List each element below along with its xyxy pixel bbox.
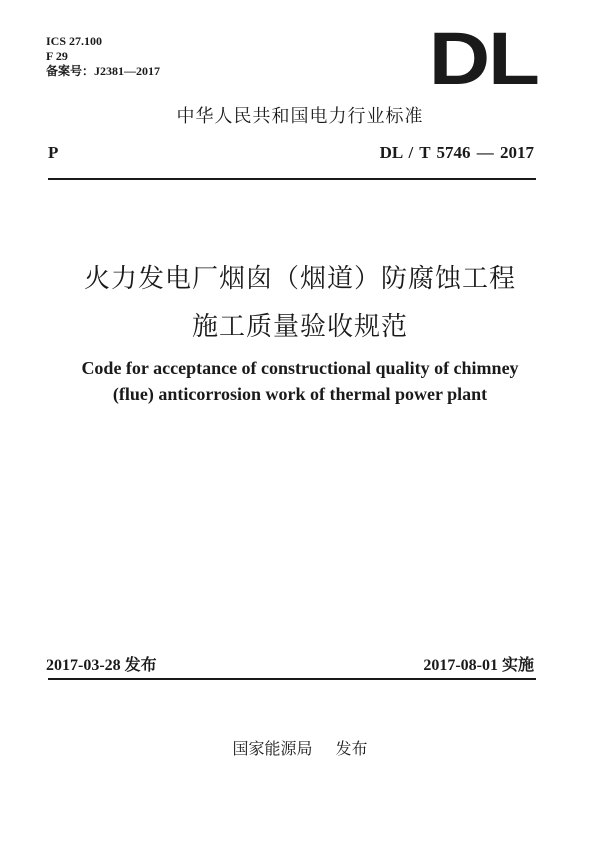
record-number: 备案号：J2381—2017 bbox=[46, 64, 161, 78]
standard-codes-block bbox=[46, 34, 160, 79]
ics-code: ICS 27.100 bbox=[46, 34, 103, 48]
industry-standard-heading: 中华人民共和国电力行业标准 bbox=[176, 106, 424, 127]
title-cn-line1: 火力发电厂烟囱（烟道）防腐蚀工程 bbox=[83, 264, 516, 294]
title-en-line1: Code for acceptance of constructional quality of chimney bbox=[81, 358, 519, 378]
bottom-divider bbox=[48, 678, 536, 680]
dl-logo: DL bbox=[429, 17, 538, 100]
category-code: P bbox=[48, 143, 59, 162]
standard-number: DL / T 5746 — 2017 bbox=[379, 143, 534, 162]
publisher: 国家能源局 发布 bbox=[232, 739, 368, 758]
issue-date: 2017-03-28 发布 bbox=[46, 657, 157, 674]
title-cn-line2: 施工质量验收规范 bbox=[191, 312, 408, 342]
ccs-code: F 29 bbox=[46, 49, 68, 63]
top-divider bbox=[48, 178, 536, 180]
title-en-line2: (flue) anticorrosion work of thermal power plant bbox=[112, 384, 488, 404]
implementation-date: 2017-08-01 实施 bbox=[423, 657, 534, 674]
